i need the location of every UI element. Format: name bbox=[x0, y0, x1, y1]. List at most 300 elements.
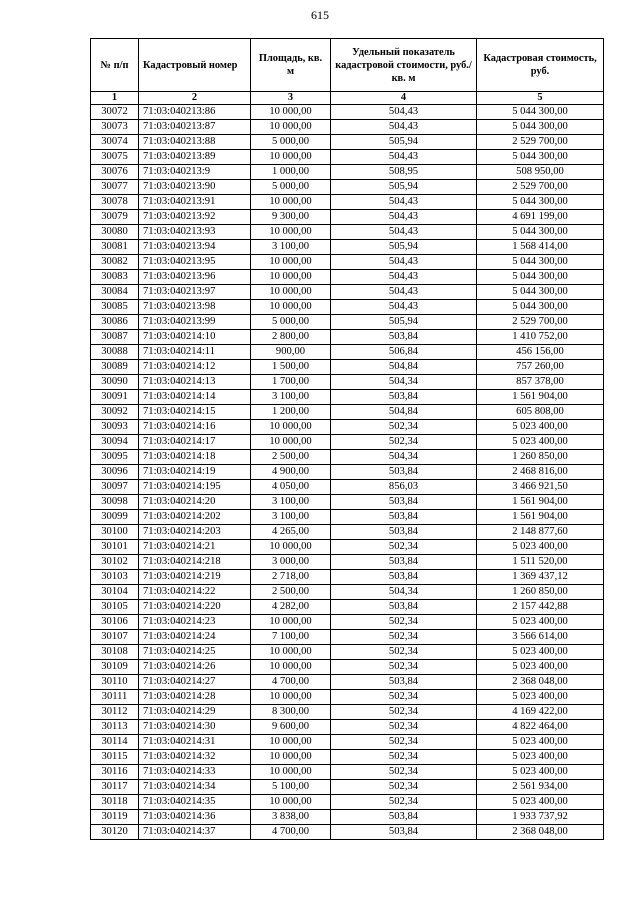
column-number-row bbox=[91, 92, 604, 105]
cell-area: 2 800,00 bbox=[251, 330, 331, 345]
table-row bbox=[91, 735, 604, 750]
table-row bbox=[91, 810, 604, 825]
cell-cadastral-value: 857 378,00 bbox=[477, 375, 604, 390]
table-row bbox=[91, 180, 604, 195]
cell-cadastral-value: 2 529 700,00 bbox=[477, 315, 604, 330]
table-row bbox=[91, 450, 604, 465]
cell-row-number: 30074 bbox=[91, 135, 139, 150]
table-body bbox=[91, 105, 604, 840]
cell-row-number: 30114 bbox=[91, 735, 139, 750]
cell-unit-value: 503,84 bbox=[331, 465, 477, 480]
cell-cadastral-value: 5 044 300,00 bbox=[477, 270, 604, 285]
cell-unit-value: 502,34 bbox=[331, 690, 477, 705]
cell-unit-value: 502,34 bbox=[331, 645, 477, 660]
cell-unit-value: 502,34 bbox=[331, 420, 477, 435]
cell-area: 10 000,00 bbox=[251, 435, 331, 450]
cell-area: 4 900,00 bbox=[251, 465, 331, 480]
cell-cadastral-number: 71:03:040214:220 bbox=[139, 600, 251, 615]
cell-area: 3 100,00 bbox=[251, 510, 331, 525]
cell-row-number: 30084 bbox=[91, 285, 139, 300]
cell-cadastral-number: 71:03:040213:97 bbox=[139, 285, 251, 300]
cell-cadastral-number: 71:03:040213:94 bbox=[139, 240, 251, 255]
cell-cadastral-value: 2 368 048,00 bbox=[477, 675, 604, 690]
cell-unit-value: 504,84 bbox=[331, 360, 477, 375]
cell-cadastral-number: 71:03:040214:36 bbox=[139, 810, 251, 825]
cell-row-number: 30097 bbox=[91, 480, 139, 495]
cell-unit-value: 504,34 bbox=[331, 585, 477, 600]
cell-row-number: 30111 bbox=[91, 690, 139, 705]
cell-row-number: 30080 bbox=[91, 225, 139, 240]
cell-row-number: 30116 bbox=[91, 765, 139, 780]
table-row bbox=[91, 795, 604, 810]
cell-cadastral-value: 5 044 300,00 bbox=[477, 105, 604, 120]
table-row bbox=[91, 600, 604, 615]
cell-unit-value: 503,84 bbox=[331, 675, 477, 690]
column-number: 2 bbox=[139, 92, 251, 105]
cell-row-number: 30115 bbox=[91, 750, 139, 765]
cell-cadastral-value: 5 044 300,00 bbox=[477, 255, 604, 270]
cell-row-number: 30094 bbox=[91, 435, 139, 450]
cell-cadastral-value: 5 023 400,00 bbox=[477, 795, 604, 810]
cell-area: 5 000,00 bbox=[251, 180, 331, 195]
cell-cadastral-value: 2 529 700,00 bbox=[477, 135, 604, 150]
cell-cadastral-value: 5 023 400,00 bbox=[477, 615, 604, 630]
cell-row-number: 30075 bbox=[91, 150, 139, 165]
table-row bbox=[91, 555, 604, 570]
cell-cadastral-number: 71:03:040213:9 bbox=[139, 165, 251, 180]
table-row bbox=[91, 765, 604, 780]
cell-cadastral-value: 5 023 400,00 bbox=[477, 765, 604, 780]
cell-cadastral-number: 71:03:040214:35 bbox=[139, 795, 251, 810]
cell-area: 3 838,00 bbox=[251, 810, 331, 825]
cell-cadastral-value: 5 023 400,00 bbox=[477, 750, 604, 765]
cell-cadastral-value: 605 808,00 bbox=[477, 405, 604, 420]
cell-cadastral-value: 3 466 921,50 bbox=[477, 480, 604, 495]
cell-row-number: 30085 bbox=[91, 300, 139, 315]
cell-cadastral-number: 71:03:040214:218 bbox=[139, 555, 251, 570]
table-row bbox=[91, 270, 604, 285]
header-cadastral-number: Кадастровый номер bbox=[139, 39, 251, 92]
cell-area: 4 700,00 bbox=[251, 675, 331, 690]
cell-cadastral-number: 71:03:040214:28 bbox=[139, 690, 251, 705]
cell-unit-value: 504,43 bbox=[331, 150, 477, 165]
table-row bbox=[91, 480, 604, 495]
cell-cadastral-number: 71:03:040214:10 bbox=[139, 330, 251, 345]
cell-unit-value: 504,43 bbox=[331, 120, 477, 135]
cell-cadastral-number: 71:03:040213:98 bbox=[139, 300, 251, 315]
table-row bbox=[91, 525, 604, 540]
cell-row-number: 30108 bbox=[91, 645, 139, 660]
cell-area: 10 000,00 bbox=[251, 105, 331, 120]
cell-cadastral-number: 71:03:040214:33 bbox=[139, 765, 251, 780]
cell-row-number: 30073 bbox=[91, 120, 139, 135]
cell-area: 4 282,00 bbox=[251, 600, 331, 615]
table-row bbox=[91, 405, 604, 420]
table-row bbox=[91, 315, 604, 330]
cell-unit-value: 502,34 bbox=[331, 615, 477, 630]
cell-unit-value: 504,43 bbox=[331, 225, 477, 240]
table-row bbox=[91, 435, 604, 450]
cell-cadastral-value: 5 023 400,00 bbox=[477, 540, 604, 555]
cell-unit-value: 503,84 bbox=[331, 600, 477, 615]
cell-cadastral-value: 1 410 752,00 bbox=[477, 330, 604, 345]
cell-cadastral-value: 1 933 737,92 bbox=[477, 810, 604, 825]
cell-cadastral-number: 71:03:040214:31 bbox=[139, 735, 251, 750]
cell-area: 9 300,00 bbox=[251, 210, 331, 225]
cell-cadastral-number: 71:03:040214:27 bbox=[139, 675, 251, 690]
table-row bbox=[91, 720, 604, 735]
cell-area: 10 000,00 bbox=[251, 255, 331, 270]
cell-row-number: 30109 bbox=[91, 660, 139, 675]
cell-unit-value: 505,94 bbox=[331, 240, 477, 255]
cell-row-number: 30098 bbox=[91, 495, 139, 510]
header-area: Площадь, кв. м bbox=[251, 39, 331, 92]
cell-cadastral-number: 71:03:040214:34 bbox=[139, 780, 251, 795]
cell-area: 9 600,00 bbox=[251, 720, 331, 735]
cell-area: 10 000,00 bbox=[251, 420, 331, 435]
cell-cadastral-number: 71:03:040213:88 bbox=[139, 135, 251, 150]
cell-cadastral-value: 1 561 904,00 bbox=[477, 495, 604, 510]
cell-unit-value: 503,84 bbox=[331, 555, 477, 570]
table-row bbox=[91, 390, 604, 405]
header-row-number: № п/п bbox=[91, 39, 139, 92]
cell-cadastral-value: 1 568 414,00 bbox=[477, 240, 604, 255]
column-number: 5 bbox=[477, 92, 604, 105]
cell-unit-value: 503,84 bbox=[331, 810, 477, 825]
cell-cadastral-value: 5 044 300,00 bbox=[477, 300, 604, 315]
cell-cadastral-value: 4 691 199,00 bbox=[477, 210, 604, 225]
cell-area: 10 000,00 bbox=[251, 285, 331, 300]
table-header-row bbox=[91, 39, 604, 92]
table-row bbox=[91, 360, 604, 375]
cell-area: 5 000,00 bbox=[251, 315, 331, 330]
cell-area: 1 200,00 bbox=[251, 405, 331, 420]
cell-cadastral-number: 71:03:040213:90 bbox=[139, 180, 251, 195]
cell-unit-value: 504,43 bbox=[331, 210, 477, 225]
table-row bbox=[91, 645, 604, 660]
cell-row-number: 30079 bbox=[91, 210, 139, 225]
table-row bbox=[91, 510, 604, 525]
cell-cadastral-number: 71:03:040213:87 bbox=[139, 120, 251, 135]
cell-row-number: 30113 bbox=[91, 720, 139, 735]
cell-cadastral-number: 71:03:040213:95 bbox=[139, 255, 251, 270]
cell-unit-value: 502,34 bbox=[331, 705, 477, 720]
cell-unit-value: 504,43 bbox=[331, 255, 477, 270]
cell-row-number: 30081 bbox=[91, 240, 139, 255]
table-row bbox=[91, 465, 604, 480]
cell-unit-value: 504,43 bbox=[331, 285, 477, 300]
cell-row-number: 30089 bbox=[91, 360, 139, 375]
cell-cadastral-number: 71:03:040213:86 bbox=[139, 105, 251, 120]
cell-unit-value: 504,43 bbox=[331, 105, 477, 120]
cell-unit-value: 503,84 bbox=[331, 570, 477, 585]
cell-unit-value: 503,84 bbox=[331, 495, 477, 510]
cell-area: 1 000,00 bbox=[251, 165, 331, 180]
cell-area: 5 100,00 bbox=[251, 780, 331, 795]
cell-area: 10 000,00 bbox=[251, 270, 331, 285]
cell-area: 2 500,00 bbox=[251, 585, 331, 600]
cell-area: 3 000,00 bbox=[251, 555, 331, 570]
cell-row-number: 30118 bbox=[91, 795, 139, 810]
cell-row-number: 30090 bbox=[91, 375, 139, 390]
cell-cadastral-number: 71:03:040214:25 bbox=[139, 645, 251, 660]
cell-unit-value: 502,34 bbox=[331, 750, 477, 765]
cell-area: 3 100,00 bbox=[251, 240, 331, 255]
table-row bbox=[91, 330, 604, 345]
cell-cadastral-number: 71:03:040213:99 bbox=[139, 315, 251, 330]
cell-cadastral-value: 1 260 850,00 bbox=[477, 450, 604, 465]
cell-unit-value: 502,34 bbox=[331, 765, 477, 780]
cell-area: 10 000,00 bbox=[251, 225, 331, 240]
cell-unit-value: 508,95 bbox=[331, 165, 477, 180]
cell-cadastral-number: 71:03:040214:22 bbox=[139, 585, 251, 600]
cell-cadastral-value: 5 023 400,00 bbox=[477, 735, 604, 750]
cell-row-number: 30101 bbox=[91, 540, 139, 555]
cell-unit-value: 504,84 bbox=[331, 405, 477, 420]
cell-area: 10 000,00 bbox=[251, 300, 331, 315]
cell-unit-value: 502,34 bbox=[331, 660, 477, 675]
cell-cadastral-number: 71:03:040214:18 bbox=[139, 450, 251, 465]
cell-cadastral-value: 5 044 300,00 bbox=[477, 285, 604, 300]
cell-cadastral-value: 5 044 300,00 bbox=[477, 150, 604, 165]
cell-cadastral-number: 71:03:040214:15 bbox=[139, 405, 251, 420]
table-row bbox=[91, 630, 604, 645]
cell-cadastral-value: 4 169 422,00 bbox=[477, 705, 604, 720]
cell-cadastral-number: 71:03:040214:37 bbox=[139, 825, 251, 840]
table-row bbox=[91, 285, 604, 300]
table-row bbox=[91, 210, 604, 225]
cell-cadastral-number: 71:03:040214:32 bbox=[139, 750, 251, 765]
cell-row-number: 30119 bbox=[91, 810, 139, 825]
cell-row-number: 30093 bbox=[91, 420, 139, 435]
cell-area: 10 000,00 bbox=[251, 750, 331, 765]
cell-cadastral-number: 71:03:040214:24 bbox=[139, 630, 251, 645]
cell-cadastral-number: 71:03:040214:13 bbox=[139, 375, 251, 390]
table-row bbox=[91, 540, 604, 555]
cell-cadastral-number: 71:03:040214:21 bbox=[139, 540, 251, 555]
table-row bbox=[91, 105, 604, 120]
cell-cadastral-value: 1 369 437,12 bbox=[477, 570, 604, 585]
cell-unit-value: 502,34 bbox=[331, 435, 477, 450]
cell-cadastral-number: 71:03:040214:219 bbox=[139, 570, 251, 585]
cell-row-number: 30120 bbox=[91, 825, 139, 840]
cell-area: 2 718,00 bbox=[251, 570, 331, 585]
cell-row-number: 30110 bbox=[91, 675, 139, 690]
table-row bbox=[91, 225, 604, 240]
cell-unit-value: 504,34 bbox=[331, 450, 477, 465]
cell-cadastral-value: 3 566 614,00 bbox=[477, 630, 604, 645]
cell-cadastral-number: 71:03:040214:203 bbox=[139, 525, 251, 540]
table-row bbox=[91, 135, 604, 150]
cell-cadastral-number: 71:03:040214:11 bbox=[139, 345, 251, 360]
cell-area: 10 000,00 bbox=[251, 660, 331, 675]
cell-row-number: 30099 bbox=[91, 510, 139, 525]
table-row bbox=[91, 165, 604, 180]
cell-cadastral-value: 1 561 904,00 bbox=[477, 510, 604, 525]
cell-cadastral-value: 2 368 048,00 bbox=[477, 825, 604, 840]
cell-cadastral-number: 71:03:040213:92 bbox=[139, 210, 251, 225]
cell-cadastral-number: 71:03:040214:19 bbox=[139, 465, 251, 480]
cell-area: 7 100,00 bbox=[251, 630, 331, 645]
cell-unit-value: 502,34 bbox=[331, 630, 477, 645]
table-row bbox=[91, 750, 604, 765]
cell-row-number: 30086 bbox=[91, 315, 139, 330]
cell-row-number: 30100 bbox=[91, 525, 139, 540]
cell-unit-value: 504,34 bbox=[331, 375, 477, 390]
cell-unit-value: 503,84 bbox=[331, 525, 477, 540]
cell-area: 900,00 bbox=[251, 345, 331, 360]
cadastral-value-table bbox=[90, 38, 604, 840]
cell-cadastral-value: 4 822 464,00 bbox=[477, 720, 604, 735]
cell-cadastral-value: 5 044 300,00 bbox=[477, 195, 604, 210]
cell-cadastral-value: 2 468 816,00 bbox=[477, 465, 604, 480]
cell-cadastral-value: 1 511 520,00 bbox=[477, 555, 604, 570]
cell-cadastral-value: 5 023 400,00 bbox=[477, 690, 604, 705]
cell-cadastral-number: 71:03:040214:26 bbox=[139, 660, 251, 675]
cell-row-number: 30106 bbox=[91, 615, 139, 630]
cell-cadastral-number: 71:03:040214:12 bbox=[139, 360, 251, 375]
cell-row-number: 30082 bbox=[91, 255, 139, 270]
column-number: 1 bbox=[91, 92, 139, 105]
cell-unit-value: 503,84 bbox=[331, 390, 477, 405]
table-row bbox=[91, 345, 604, 360]
cell-cadastral-value: 2 529 700,00 bbox=[477, 180, 604, 195]
cell-cadastral-value: 5 023 400,00 bbox=[477, 660, 604, 675]
table-row bbox=[91, 660, 604, 675]
cell-cadastral-value: 5 023 400,00 bbox=[477, 645, 604, 660]
cell-cadastral-value: 5 044 300,00 bbox=[477, 120, 604, 135]
table-row bbox=[91, 150, 604, 165]
cell-area: 4 265,00 bbox=[251, 525, 331, 540]
cell-cadastral-value: 1 260 850,00 bbox=[477, 585, 604, 600]
cell-row-number: 30107 bbox=[91, 630, 139, 645]
table-row bbox=[91, 705, 604, 720]
cell-cadastral-number: 71:03:040213:91 bbox=[139, 195, 251, 210]
cell-row-number: 30083 bbox=[91, 270, 139, 285]
cell-cadastral-number: 71:03:040214:23 bbox=[139, 615, 251, 630]
cell-cadastral-value: 5 023 400,00 bbox=[477, 420, 604, 435]
cell-area: 10 000,00 bbox=[251, 795, 331, 810]
cell-row-number: 30072 bbox=[91, 105, 139, 120]
cell-row-number: 30095 bbox=[91, 450, 139, 465]
cell-row-number: 30076 bbox=[91, 165, 139, 180]
table-row bbox=[91, 120, 604, 135]
cell-row-number: 30077 bbox=[91, 180, 139, 195]
cell-cadastral-number: 71:03:040213:89 bbox=[139, 150, 251, 165]
cell-row-number: 30117 bbox=[91, 780, 139, 795]
cell-unit-value: 502,34 bbox=[331, 540, 477, 555]
cell-cadastral-number: 71:03:040214:20 bbox=[139, 495, 251, 510]
cell-area: 10 000,00 bbox=[251, 150, 331, 165]
cell-row-number: 30087 bbox=[91, 330, 139, 345]
cell-cadastral-value: 2 148 877,60 bbox=[477, 525, 604, 540]
cell-area: 3 100,00 bbox=[251, 495, 331, 510]
cell-row-number: 30112 bbox=[91, 705, 139, 720]
cell-cadastral-value: 757 260,00 bbox=[477, 360, 604, 375]
cell-row-number: 30105 bbox=[91, 600, 139, 615]
table-row bbox=[91, 240, 604, 255]
cell-cadastral-value: 508 950,00 bbox=[477, 165, 604, 180]
cell-unit-value: 505,94 bbox=[331, 180, 477, 195]
cell-area: 10 000,00 bbox=[251, 540, 331, 555]
cell-area: 3 100,00 bbox=[251, 390, 331, 405]
cell-cadastral-number: 71:03:040214:202 bbox=[139, 510, 251, 525]
cell-row-number: 30104 bbox=[91, 585, 139, 600]
cell-area: 4 050,00 bbox=[251, 480, 331, 495]
cell-area: 1 500,00 bbox=[251, 360, 331, 375]
cell-row-number: 30102 bbox=[91, 555, 139, 570]
table-row bbox=[91, 690, 604, 705]
cell-cadastral-number: 71:03:040214:17 bbox=[139, 435, 251, 450]
cell-cadastral-number: 71:03:040213:96 bbox=[139, 270, 251, 285]
table-row bbox=[91, 420, 604, 435]
cell-cadastral-number: 71:03:040214:29 bbox=[139, 705, 251, 720]
cell-cadastral-value: 456 156,00 bbox=[477, 345, 604, 360]
table-row bbox=[91, 675, 604, 690]
table-row bbox=[91, 615, 604, 630]
cell-area: 4 700,00 bbox=[251, 825, 331, 840]
table-row bbox=[91, 780, 604, 795]
cell-area: 10 000,00 bbox=[251, 735, 331, 750]
cell-unit-value: 503,84 bbox=[331, 510, 477, 525]
cell-unit-value: 504,43 bbox=[331, 300, 477, 315]
cell-area: 10 000,00 bbox=[251, 120, 331, 135]
cell-area: 8 300,00 bbox=[251, 705, 331, 720]
cell-area: 10 000,00 bbox=[251, 645, 331, 660]
table-row bbox=[91, 300, 604, 315]
cell-unit-value: 505,94 bbox=[331, 135, 477, 150]
cell-cadastral-value: 1 561 904,00 bbox=[477, 390, 604, 405]
cell-unit-value: 502,34 bbox=[331, 720, 477, 735]
cell-unit-value: 502,34 bbox=[331, 795, 477, 810]
cell-cadastral-value: 2 157 442,88 bbox=[477, 600, 604, 615]
table-row bbox=[91, 825, 604, 840]
cell-row-number: 30088 bbox=[91, 345, 139, 360]
table-row bbox=[91, 195, 604, 210]
header-unit-value: Удельный показатель кадастровой стоимости, руб./кв. м bbox=[331, 39, 477, 92]
page-number: 615 bbox=[311, 8, 329, 22]
column-number: 4 bbox=[331, 92, 477, 105]
cell-cadastral-number: 71:03:040213:93 bbox=[139, 225, 251, 240]
cell-cadastral-value: 2 561 934,00 bbox=[477, 780, 604, 795]
cell-cadastral-number: 71:03:040214:195 bbox=[139, 480, 251, 495]
cell-unit-value: 503,84 bbox=[331, 330, 477, 345]
cell-unit-value: 502,34 bbox=[331, 780, 477, 795]
header-cadastral-value: Кадастровая стоимость, руб. bbox=[477, 39, 604, 92]
cell-unit-value: 505,94 bbox=[331, 315, 477, 330]
cell-row-number: 30103 bbox=[91, 570, 139, 585]
cell-cadastral-number: 71:03:040214:16 bbox=[139, 420, 251, 435]
cell-cadastral-value: 5 044 300,00 bbox=[477, 225, 604, 240]
cell-unit-value: 856,03 bbox=[331, 480, 477, 495]
cell-row-number: 30078 bbox=[91, 195, 139, 210]
cell-unit-value: 504,43 bbox=[331, 195, 477, 210]
cell-area: 10 000,00 bbox=[251, 615, 331, 630]
cell-cadastral-number: 71:03:040214:14 bbox=[139, 390, 251, 405]
table-row bbox=[91, 495, 604, 510]
cell-area: 2 500,00 bbox=[251, 450, 331, 465]
column-number: 3 bbox=[251, 92, 331, 105]
cell-unit-value: 503,84 bbox=[331, 825, 477, 840]
table-row bbox=[91, 570, 604, 585]
cell-unit-value: 506,84 bbox=[331, 345, 477, 360]
table-row bbox=[91, 255, 604, 270]
cell-area: 10 000,00 bbox=[251, 690, 331, 705]
cell-area: 1 700,00 bbox=[251, 375, 331, 390]
cell-cadastral-number: 71:03:040214:30 bbox=[139, 720, 251, 735]
cell-unit-value: 504,43 bbox=[331, 270, 477, 285]
cell-area: 10 000,00 bbox=[251, 765, 331, 780]
